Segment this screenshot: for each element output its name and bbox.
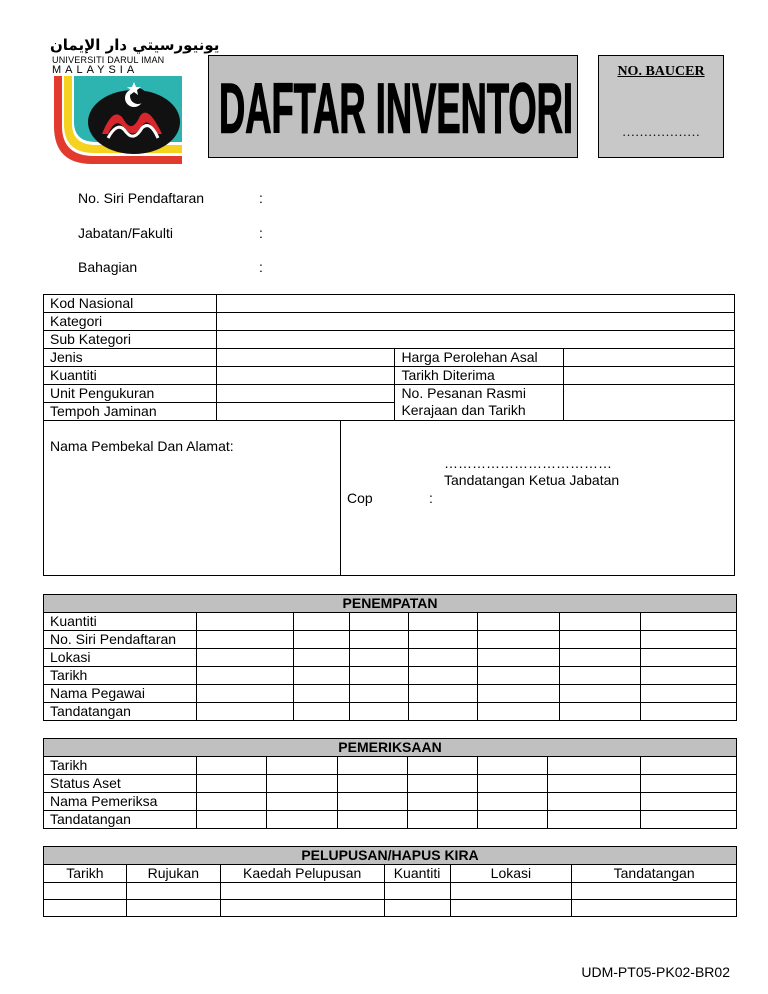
table-cell[interactable] (196, 631, 293, 649)
row-label: Nama Pemeriksa (44, 793, 197, 811)
input-jenis[interactable] (216, 349, 395, 367)
table-cell[interactable] (349, 667, 408, 685)
registration-number-field[interactable]: : (259, 190, 263, 206)
table-cell[interactable] (44, 883, 127, 900)
column-header: Kuantiti (384, 865, 450, 883)
table-cell[interactable] (450, 883, 572, 900)
table-cell[interactable] (293, 685, 349, 703)
table-cell[interactable] (641, 703, 737, 721)
row-label: Tandatangan (44, 703, 197, 721)
table-cell[interactable] (293, 667, 349, 685)
division-field[interactable]: : (259, 259, 263, 275)
table-cell[interactable] (337, 811, 407, 829)
table-cell[interactable] (337, 757, 407, 775)
table-cell[interactable] (349, 685, 408, 703)
placement-table (43, 594, 737, 721)
signature-line[interactable]: ……………………………… (444, 455, 612, 471)
table-row (44, 757, 737, 775)
label-sub-kategori: Sub Kategori (44, 331, 217, 349)
table-cell[interactable] (641, 775, 737, 793)
table-cell[interactable] (196, 685, 293, 703)
table-cell[interactable] (349, 703, 408, 721)
label-harga-perolehan: Harga Perolehan Asal (395, 349, 564, 367)
column-header: Tandatangan (572, 865, 737, 883)
table-cell[interactable] (384, 900, 450, 917)
table-cell[interactable] (196, 793, 266, 811)
table-row (44, 613, 737, 631)
table-row (44, 811, 737, 829)
disposal-table (43, 846, 737, 917)
input-kod-nasional[interactable] (216, 295, 734, 313)
supplier-label: Nama Pembekal Dan Alamat: (50, 438, 234, 454)
label-no-pesanan (395, 385, 564, 421)
asset-info-table (43, 294, 735, 421)
input-kategori[interactable] (216, 313, 734, 331)
label-unit-pengukuran: Unit Pengukuran (44, 385, 217, 403)
inspection-table (43, 738, 737, 829)
table-cell[interactable] (641, 685, 737, 703)
table-cell[interactable] (266, 811, 337, 829)
table-cell[interactable] (641, 793, 737, 811)
table-cell[interactable] (478, 649, 560, 667)
table-row (44, 667, 737, 685)
table-cell[interactable] (408, 703, 478, 721)
row-label: Nama Pegawai (44, 685, 197, 703)
row-label: Kuantiti (44, 613, 197, 631)
label-kod-nasional: Kod Nasional (44, 295, 217, 313)
label-tempoh-jaminan: Tempoh Jaminan (44, 403, 217, 421)
table-cell[interactable] (44, 900, 127, 917)
table-cell[interactable] (196, 613, 293, 631)
row-label: No. Siri Pendaftaran (44, 631, 197, 649)
input-unit-pengukuran[interactable] (216, 385, 395, 403)
table-cell[interactable] (266, 793, 337, 811)
table-cell[interactable] (641, 757, 737, 775)
table-row (44, 631, 737, 649)
table-cell[interactable] (384, 883, 450, 900)
table-cell[interactable] (408, 667, 478, 685)
input-kuantiti[interactable] (216, 367, 395, 385)
table-cell[interactable] (641, 631, 737, 649)
table-cell[interactable] (478, 811, 548, 829)
table-cell[interactable] (196, 757, 266, 775)
table-cell[interactable] (572, 900, 737, 917)
table-cell[interactable] (196, 811, 266, 829)
table-cell[interactable] (548, 793, 641, 811)
table-cell[interactable] (266, 757, 337, 775)
table-cell[interactable] (560, 631, 641, 649)
table-cell[interactable] (293, 703, 349, 721)
table-cell[interactable] (266, 775, 337, 793)
inspection-title: PEMERIKSAAN (44, 739, 737, 757)
table-cell[interactable] (349, 613, 408, 631)
table-cell[interactable] (560, 649, 641, 667)
table-header-row (44, 865, 737, 883)
table-row (44, 685, 737, 703)
table-cell[interactable] (572, 883, 737, 900)
input-tempoh-jaminan[interactable] (216, 403, 395, 421)
table-cell[interactable] (450, 900, 572, 917)
table-cell[interactable] (548, 775, 641, 793)
cop-label: Cop (347, 490, 373, 506)
table-cell[interactable] (641, 811, 737, 829)
signature-label: Tandatangan Ketua Jabatan (444, 472, 620, 488)
input-harga-perolehan[interactable] (564, 349, 735, 367)
logo-university-name: UNIVERSITI DARUL IMAN (52, 55, 165, 65)
voucher-number-field[interactable]: ……………… (622, 124, 700, 139)
table-cell[interactable] (641, 613, 737, 631)
table-cell[interactable] (408, 613, 478, 631)
table-cell[interactable] (560, 685, 641, 703)
table-cell[interactable] (641, 649, 737, 667)
table-cell[interactable] (220, 883, 384, 900)
table-cell[interactable] (478, 613, 560, 631)
table-cell[interactable] (337, 775, 407, 793)
table-cell[interactable] (349, 631, 408, 649)
division-label: Bahagian (78, 259, 138, 275)
table-cell[interactable] (560, 667, 641, 685)
table-cell[interactable] (478, 667, 560, 685)
table-cell[interactable] (408, 649, 478, 667)
table-cell[interactable] (407, 793, 478, 811)
row-label: Tarikh (44, 667, 197, 685)
title-banner (208, 55, 578, 158)
table-row (44, 703, 737, 721)
input-no-pesanan[interactable] (564, 385, 735, 421)
registration-number-label: No. Siri Pendaftaran (78, 190, 205, 206)
row-label: Tarikh (44, 757, 197, 775)
table-cell[interactable] (478, 775, 548, 793)
table-cell[interactable] (478, 631, 560, 649)
form-code: UDM-PT05-PK02-BR02 (581, 964, 730, 980)
table-row (44, 883, 737, 900)
department-field[interactable]: : (259, 225, 263, 241)
table-cell[interactable] (196, 667, 293, 685)
table-cell[interactable] (548, 811, 641, 829)
table-row (44, 775, 737, 793)
supplier-divider (340, 420, 341, 576)
column-header: Kaedah Pelupusan (220, 865, 384, 883)
table-cell[interactable] (196, 703, 293, 721)
table-row (44, 649, 737, 667)
page-title: DAFTAR INVENTORI (218, 69, 574, 149)
cop-field[interactable]: : (429, 490, 433, 506)
table-row (44, 900, 737, 917)
input-tarikh-diterima[interactable] (564, 367, 735, 385)
table-cell[interactable] (641, 667, 737, 685)
column-header: Rujukan (126, 865, 220, 883)
voucher-label: NO. BAUCER (617, 64, 705, 79)
input-sub-kategori[interactable] (216, 331, 734, 349)
label-no-pesanan-line2: Kerajaan dan Tarikh (401, 402, 526, 418)
label-kuantiti: Kuantiti (44, 367, 217, 385)
table-cell[interactable] (293, 613, 349, 631)
university-logo-icon (52, 76, 182, 166)
table-cell[interactable] (126, 883, 220, 900)
label-jenis: Jenis (44, 349, 217, 367)
row-label: Tandatangan (44, 811, 197, 829)
label-tarikh-diterima: Tarikh Diterima (395, 367, 564, 385)
table-cell[interactable] (196, 649, 293, 667)
table-cell[interactable] (560, 703, 641, 721)
table-cell[interactable] (478, 685, 560, 703)
department-label: Jabatan/Fakulti (78, 225, 173, 241)
table-cell[interactable] (478, 703, 560, 721)
table-cell[interactable] (196, 775, 266, 793)
table-cell[interactable] (478, 793, 548, 811)
table-cell[interactable] (408, 685, 478, 703)
table-cell[interactable] (337, 793, 407, 811)
table-cell[interactable] (293, 649, 349, 667)
row-label: Status Aset (44, 775, 197, 793)
table-cell[interactable] (407, 757, 478, 775)
table-cell[interactable] (560, 613, 641, 631)
table-cell[interactable] (407, 775, 478, 793)
table-cell[interactable] (293, 631, 349, 649)
logo-country-name: MALAYSIA (52, 64, 139, 76)
table-cell[interactable] (548, 757, 641, 775)
placement-title: PENEMPATAN (44, 595, 737, 613)
label-no-pesanan-line1: No. Pesanan Rasmi (401, 385, 526, 401)
table-cell[interactable] (126, 900, 220, 917)
table-cell[interactable] (220, 900, 384, 917)
table-cell[interactable] (407, 811, 478, 829)
row-label: Lokasi (44, 649, 197, 667)
disposal-title: PELUPUSAN/HAPUS KIRA (44, 847, 737, 865)
table-cell[interactable] (408, 631, 478, 649)
column-header: Tarikh (44, 865, 127, 883)
column-header: Lokasi (450, 865, 572, 883)
label-kategori: Kategori (44, 313, 217, 331)
logo-arabic-text: يونيورسيتي دار الإيمان (50, 36, 220, 54)
table-row (44, 793, 737, 811)
table-cell[interactable] (349, 649, 408, 667)
voucher-box (598, 55, 724, 158)
table-cell[interactable] (478, 757, 548, 775)
